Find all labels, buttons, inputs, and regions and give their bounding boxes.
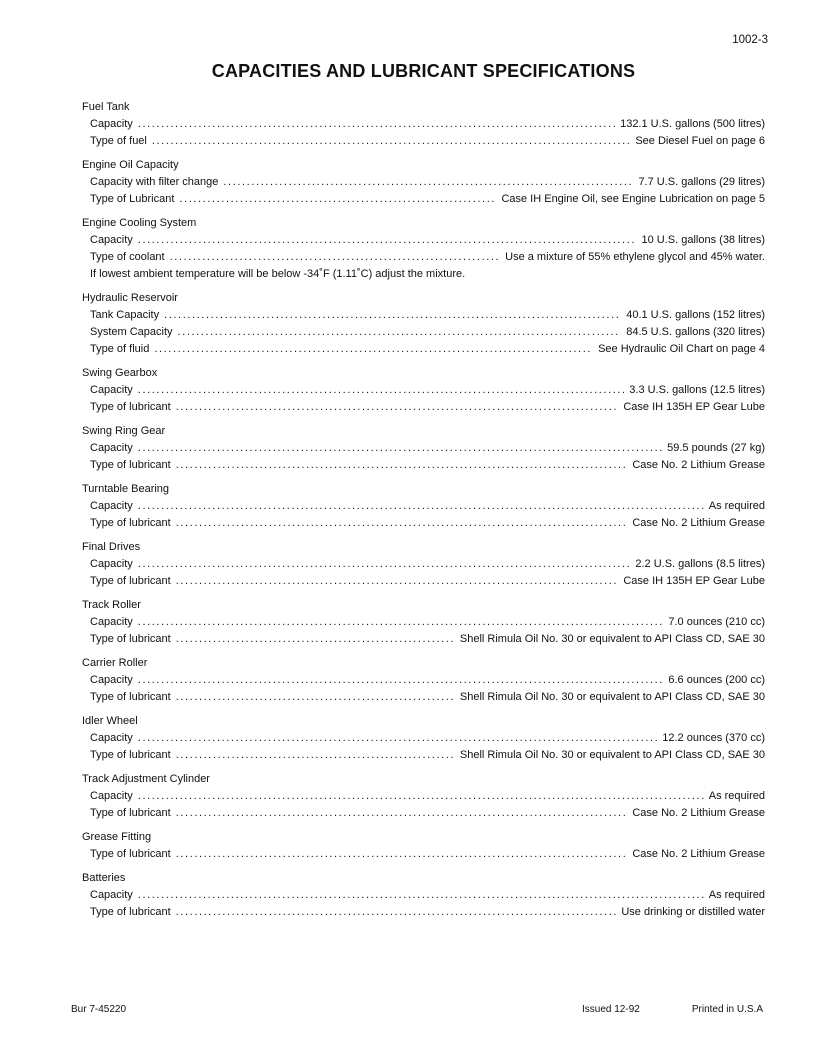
spec-value: As required [708, 500, 765, 512]
section-rows [82, 307, 765, 358]
spec-label: Type of lubricant [90, 459, 171, 471]
spec-label: Type of fuel [90, 135, 147, 147]
spec-row [82, 846, 765, 863]
spec-value: 12.2 ounces (370 cc) [662, 732, 765, 744]
section-rows [82, 556, 765, 590]
spec-row [82, 399, 765, 416]
dot-leader [176, 805, 628, 818]
dot-leader [138, 730, 657, 743]
spec-value: 84.5 U.S. gallons (320 litres) [626, 326, 765, 338]
section-rows [82, 788, 765, 822]
section-heading: Swing Gearbox [82, 367, 158, 379]
spec-row [82, 232, 765, 249]
dot-leader [176, 689, 455, 702]
section-heading: Carrier Roller [82, 657, 148, 669]
spec-label: Capacity [90, 384, 133, 396]
spec-label: Type of lubricant [90, 691, 171, 703]
section-rows [82, 116, 765, 150]
spec-section [82, 597, 765, 648]
spec-label: Type of lubricant [90, 749, 171, 761]
spec-section [82, 870, 765, 921]
dot-leader [138, 887, 704, 900]
spec-value: 6.6 ounces (200 cc) [668, 674, 765, 686]
section-rows [82, 730, 765, 764]
spec-section [82, 290, 765, 358]
footer-printed-in: Printed in U.S.A [691, 1004, 763, 1015]
spec-section [82, 713, 765, 764]
spec-label: Type of fluid [90, 343, 150, 355]
spec-row [82, 730, 765, 747]
spec-label: Capacity [90, 118, 133, 130]
dot-leader [154, 341, 593, 354]
spec-label: Type of lubricant [90, 807, 171, 819]
spec-value: 3.3 U.S. gallons (12.5 litres) [629, 384, 765, 396]
spec-label: Capacity [90, 500, 133, 512]
spec-section [82, 481, 765, 532]
section-rows [82, 440, 765, 474]
spec-row [82, 341, 765, 358]
spec-value: See Hydraulic Oil Chart on page 4 [598, 343, 765, 355]
spec-section [82, 157, 765, 208]
dot-leader [223, 174, 633, 187]
dot-leader [138, 788, 704, 801]
section-heading: Idler Wheel [82, 715, 138, 727]
spec-label: Type of lubricant [90, 401, 171, 413]
spec-value: Shell Rimula Oil No. 30 or equivalent to API Class CD, SAE 30 [459, 749, 765, 761]
dot-leader [176, 457, 628, 470]
dot-leader [138, 232, 637, 245]
spec-value: Case IH 135H EP Gear Lube [623, 575, 765, 587]
spec-row [82, 614, 765, 631]
dot-leader [138, 498, 704, 511]
spec-list [82, 99, 765, 928]
dot-leader [164, 307, 621, 320]
spec-value: Use drinking or distilled water [621, 906, 765, 918]
spec-row [82, 631, 765, 648]
spec-label: Type of lubricant [90, 906, 171, 918]
section-heading: Track Adjustment Cylinder [82, 773, 210, 785]
section-note: If lowest ambient temperature will be below -34˚F (1.11˚C) adjust the mixture. [90, 268, 466, 280]
spec-value: Case No. 2 Lithium Grease [632, 848, 765, 860]
spec-value: 10 U.S. gallons (38 litres) [641, 234, 765, 246]
section-rows [82, 887, 765, 921]
spec-value: 2.2 U.S. gallons (8.5 litres) [635, 558, 765, 570]
dot-leader [176, 747, 455, 760]
spec-value: Case No. 2 Lithium Grease [632, 807, 765, 819]
spec-label: Type of lubricant [90, 575, 171, 587]
spec-row [82, 805, 765, 822]
dot-leader [179, 191, 496, 204]
spec-section [82, 655, 765, 706]
section-rows [82, 672, 765, 706]
spec-label: Capacity [90, 889, 133, 901]
spec-label: Capacity [90, 674, 133, 686]
spec-label: Capacity [90, 442, 133, 454]
dot-leader [176, 904, 617, 917]
spec-section [82, 771, 765, 822]
spec-row [82, 573, 765, 590]
spec-section [82, 99, 765, 150]
spec-row [82, 747, 765, 764]
spec-label: Capacity with filter change [90, 176, 219, 188]
section-rows [82, 498, 765, 532]
spec-section [82, 215, 765, 283]
spec-row [82, 116, 765, 133]
spec-label: Capacity [90, 234, 133, 246]
spec-value: Shell Rimula Oil No. 30 or equivalent to API Class CD, SAE 30 [459, 691, 765, 703]
spec-label: Type of lubricant [90, 633, 171, 645]
spec-value: See Diesel Fuel on page 6 [635, 135, 765, 147]
page-title: CAPACITIES AND LUBRICANT SPECIFICATIONS [211, 61, 636, 81]
dot-leader [152, 133, 630, 146]
spec-value: 7.0 ounces (210 cc) [668, 616, 765, 628]
dot-leader [176, 631, 455, 644]
spec-row [82, 457, 765, 474]
spec-label: Type of lubricant [90, 848, 171, 860]
spec-label: Tank Capacity [90, 309, 160, 321]
section-heading: Grease Fitting [82, 831, 152, 843]
spec-label: Type of coolant [90, 251, 165, 263]
spec-value: Case IH Engine Oil, see Engine Lubrication on page 5 [501, 193, 765, 205]
spec-row [82, 556, 765, 573]
spec-row [82, 249, 765, 266]
footer-issue-date: Issued 12-92 [582, 1004, 640, 1015]
section-heading: Hydraulic Reservoir [82, 292, 178, 304]
section-heading: Engine Cooling System [82, 217, 197, 229]
dot-leader [176, 399, 619, 412]
spec-value: 7.7 U.S. gallons (29 litres) [638, 176, 765, 188]
dot-leader [138, 382, 624, 395]
section-rows [82, 174, 765, 208]
spec-value: 132.1 U.S. gallons (500 litres) [620, 118, 765, 130]
section-heading: Track Roller [82, 599, 141, 611]
spec-section [82, 829, 765, 863]
spec-label: Capacity [90, 558, 133, 570]
section-rows [82, 846, 765, 863]
spec-label: Capacity [90, 790, 133, 802]
spec-row [82, 887, 765, 904]
spec-label: System Capacity [90, 326, 173, 338]
dot-leader [138, 672, 664, 685]
page-number: 1002-3 [732, 34, 768, 46]
dot-leader [176, 846, 628, 859]
dot-leader [138, 116, 615, 129]
spec-section [82, 539, 765, 590]
spec-label: Type of Lubricant [90, 193, 175, 205]
section-heading: Swing Ring Gear [82, 425, 166, 437]
spec-row [82, 515, 765, 532]
dot-leader [170, 249, 501, 262]
spec-row [82, 498, 765, 515]
spec-value: Use a mixture of 55% ethylene glycol and 45% water. [505, 251, 765, 263]
dot-leader [176, 515, 628, 528]
dot-leader [178, 324, 622, 337]
section-heading: Turntable Bearing [82, 483, 170, 495]
spec-row [82, 307, 765, 324]
spec-row [82, 689, 765, 706]
spec-label: Type of lubricant [90, 517, 171, 529]
dot-leader [138, 614, 664, 627]
section-heading: Batteries [82, 872, 126, 884]
section-heading: Final Drives [82, 541, 141, 553]
spec-row [82, 324, 765, 341]
spec-value: Shell Rimula Oil No. 30 or equivalent to API Class CD, SAE 30 [459, 633, 765, 645]
spec-value: Case No. 2 Lithium Grease [632, 517, 765, 529]
dot-leader [138, 556, 631, 569]
spec-row [82, 904, 765, 921]
spec-section [82, 423, 765, 474]
spec-row [82, 191, 765, 208]
section-heading: Fuel Tank [82, 101, 130, 113]
spec-value: 59.5 pounds (27 kg) [667, 442, 765, 454]
section-heading: Engine Oil Capacity [82, 159, 179, 171]
spec-row [82, 133, 765, 150]
spec-value: Case No. 2 Lithium Grease [632, 459, 765, 471]
spec-section [82, 365, 765, 416]
spec-label: Capacity [90, 732, 133, 744]
dot-leader [138, 440, 662, 453]
spec-value: As required [708, 889, 765, 901]
spec-label: Capacity [90, 616, 133, 628]
spec-row [82, 382, 765, 399]
spec-value: Case IH 135H EP Gear Lube [623, 401, 765, 413]
spec-row [82, 440, 765, 457]
spec-value: 40.1 U.S. gallons (152 litres) [626, 309, 765, 321]
dot-leader [176, 573, 619, 586]
section-rows [82, 232, 765, 283]
spec-row [82, 174, 765, 191]
section-rows [82, 382, 765, 416]
spec-row [82, 672, 765, 689]
section-rows [82, 614, 765, 648]
spec-row [82, 788, 765, 805]
footer-publication-number: Bur 7-45220 [71, 1004, 127, 1015]
spec-value: As required [708, 790, 765, 802]
